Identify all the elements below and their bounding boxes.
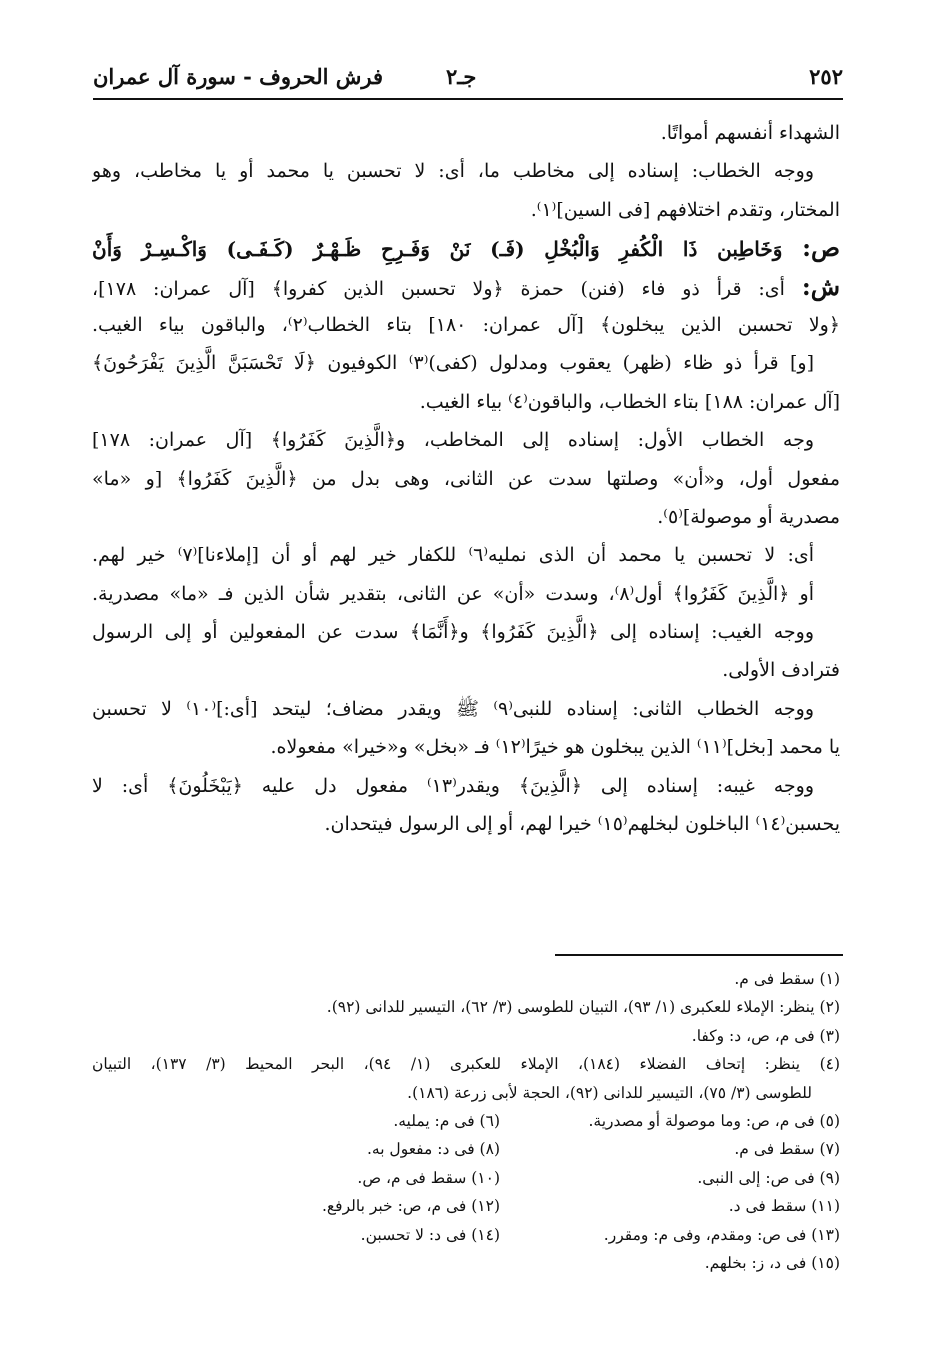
footnote-row — [92, 1135, 840, 1163]
commentary-label: ش: — [801, 271, 840, 301]
text-line: ووجه الغيب: إسناده إلى ﴿الَّذِينَ كَفَرُوا﴾ و﴿أَنَّمَا﴾ سدت عن المفعولين أو إلى الرسول — [92, 621, 814, 644]
footnote: (١٤) فى د: لا تحسبن. — [360, 1225, 500, 1244]
footnotes — [92, 965, 840, 1277]
footnote: (١١) سقط فى د. — [728, 1197, 840, 1216]
page-number: ٢٥٢ — [809, 64, 843, 89]
verse-label: ص: — [802, 233, 840, 263]
text-line: أو ﴿الَّذِينَ كَفَرُوا﴾ أول⁽٨⁾، وسدت «أن» عن الثانى، بتقدير شأن الذين فـ «ما» مصدرية. — [92, 582, 814, 605]
footnote-continuation: للطوسى (٣/ ٧٥)، التيسير للدانى (٩٢)، الحجة لأبى زرعة (١٨٦). — [407, 1083, 812, 1102]
commentary-line — [92, 268, 840, 306]
footnote-row — [92, 1249, 840, 1277]
text-line: يا محمد [بخل]⁽١١⁾ الذين يبخلون هو خيرًا⁽١٢⁾ فـ «بخل» و«خيرا» مفعولاه. — [270, 736, 840, 759]
commentary-text: أى: قرأ ذو فاء (فنن) حمزة ﴿ولا تحسبن الذين كفروا﴾ [آل عمران: ١٧٨]، — [92, 277, 785, 300]
verse-text: وَخَاطِبن ذَا الْكُفرِ وَالْبُخْلِ (فَـ) نَنْ وَفَـرِحِ ظَـهْـرٌ (كَـفَـى) وَاكْـسِـرْ وَأَنْ — [92, 237, 783, 262]
text-line: [آل عمران: ١٨٨] بتاء الخطاب، والباقون⁽٤⁾ بياء الغيب. — [419, 390, 840, 413]
footnote: (٩) فى ص: إلى النبى. — [697, 1168, 840, 1187]
text-line: المختار، وتقدم اختلافهم [فى السين]⁽١⁾. — [530, 198, 840, 221]
footnote — [160, 1249, 500, 1277]
main-text — [92, 114, 840, 843]
footnote-row — [92, 1164, 840, 1192]
footnote-row — [92, 1107, 840, 1135]
text-line: فترادف الأولى. — [722, 659, 840, 682]
footnote: (٣) فى م، ص، د: وكفا. — [691, 1026, 840, 1045]
text-line: ووجه الخطاب: إسناده إلى مخاطب ما، أى: لا تحسبن يا محمد أو يا مخاطب، وهو — [92, 160, 814, 183]
text-line: مفعول أول، و«أن» وصلتها سدت عن الثانى، وهى بدل من ﴿الَّذِينَ كَفَرُوا﴾ [و «ما» — [92, 467, 840, 490]
footnote: (١٠) سقط فى م، ص. — [357, 1168, 500, 1187]
text-line: [و] قرأ ذو ظاء (ظهر) يعقوب ومدلول (كفى)⁽٣⁾ الكوفيون ﴿لَا تَحْسَبَنَّ الَّذِينَ يَفْرَحُونَ﴾ — [92, 352, 814, 375]
running-title: فرش الحروف - سورة آل عمران — [93, 64, 384, 89]
text-line: مصدرية أو موصولة]⁽٥⁾. — [657, 505, 840, 528]
footnote-separator — [555, 954, 843, 956]
footnote: (١٢) فى م، ص: خبر بالرفع. — [322, 1197, 500, 1216]
text-line: يحسبن⁽١٤⁾ الباخلون لبخلهم⁽١٥⁾ خيرا لهم، أو إلى الرسول فيتحدان. — [324, 813, 840, 836]
text-line: وجه الخطاب الأول: إسناده إلى المخاطب، و﴿الَّذِينَ كَفَرُوا﴾ [آل عمران: ١٧٨] — [92, 429, 814, 452]
footnote: (١٣) فى ص: ومقدم، وفى م: ومقرر. — [603, 1225, 840, 1244]
text-line: ووجه الخطاب الثانى: إسناده للنبى⁽٩⁾ ﷺ ويقدر مضاف؛ ليتحد [أى:]⁽١٠⁾ لا تحسبن — [92, 697, 814, 720]
volume-label: جـ٢ — [446, 64, 477, 89]
footnote-row — [92, 1221, 840, 1249]
footnote: (٨) فى د: مفعول به. — [366, 1140, 500, 1159]
footnote: (١٥) فى د، ز: بخلهم. — [704, 1253, 840, 1272]
footnote: (٤) ينظر: إتحاف الفضلاء (١٨٤)، الإملاء للعكبرى (١/ ٩٤)، البحر المحيط (٣/ ١٣٧)، التبيان — [92, 1055, 840, 1074]
footnote: (٢) ينظر: الإملاء للعكبرى (١/ ٩٣)، التبيان للطوسى (٣/ ٦٢)، التيسير للدانى (٩٢). — [326, 998, 840, 1017]
page-header — [93, 58, 843, 100]
verse-line — [92, 229, 840, 267]
text-line: أى: لا تحسبن يا محمد أن الذى نمليه⁽٦⁾ للكفار خير لهم أو أن [إملاءنا]⁽٧⁾ خير لهم. — [92, 544, 814, 567]
footnote: (٧) سقط فى م. — [734, 1140, 840, 1159]
footnote: (١) سقط فى م. — [734, 970, 840, 988]
text-line: الشهداء أنفسهم أمواتًا. — [660, 122, 840, 144]
text-line: ووجه غيبه: إسناده إلى ﴿الَّذِينَ﴾ ويقدر⁽١٣⁾ مفعول دل عليه ﴿يَبْخَلُونَ﴾ أى: لا — [92, 774, 814, 797]
footnote-row — [92, 1192, 840, 1220]
text-line: ﴿ولا تحسبن الذين يبخلون﴾ [آل عمران: ١٨٠] بتاء الخطاب⁽٢⁾، والباقون بياء الغيب. — [92, 313, 840, 336]
footnote: (٦) فى م: يمليه. — [393, 1111, 500, 1130]
footnote: (٥) فى م، ص: وما موصولة أو مصدرية. — [588, 1111, 840, 1130]
